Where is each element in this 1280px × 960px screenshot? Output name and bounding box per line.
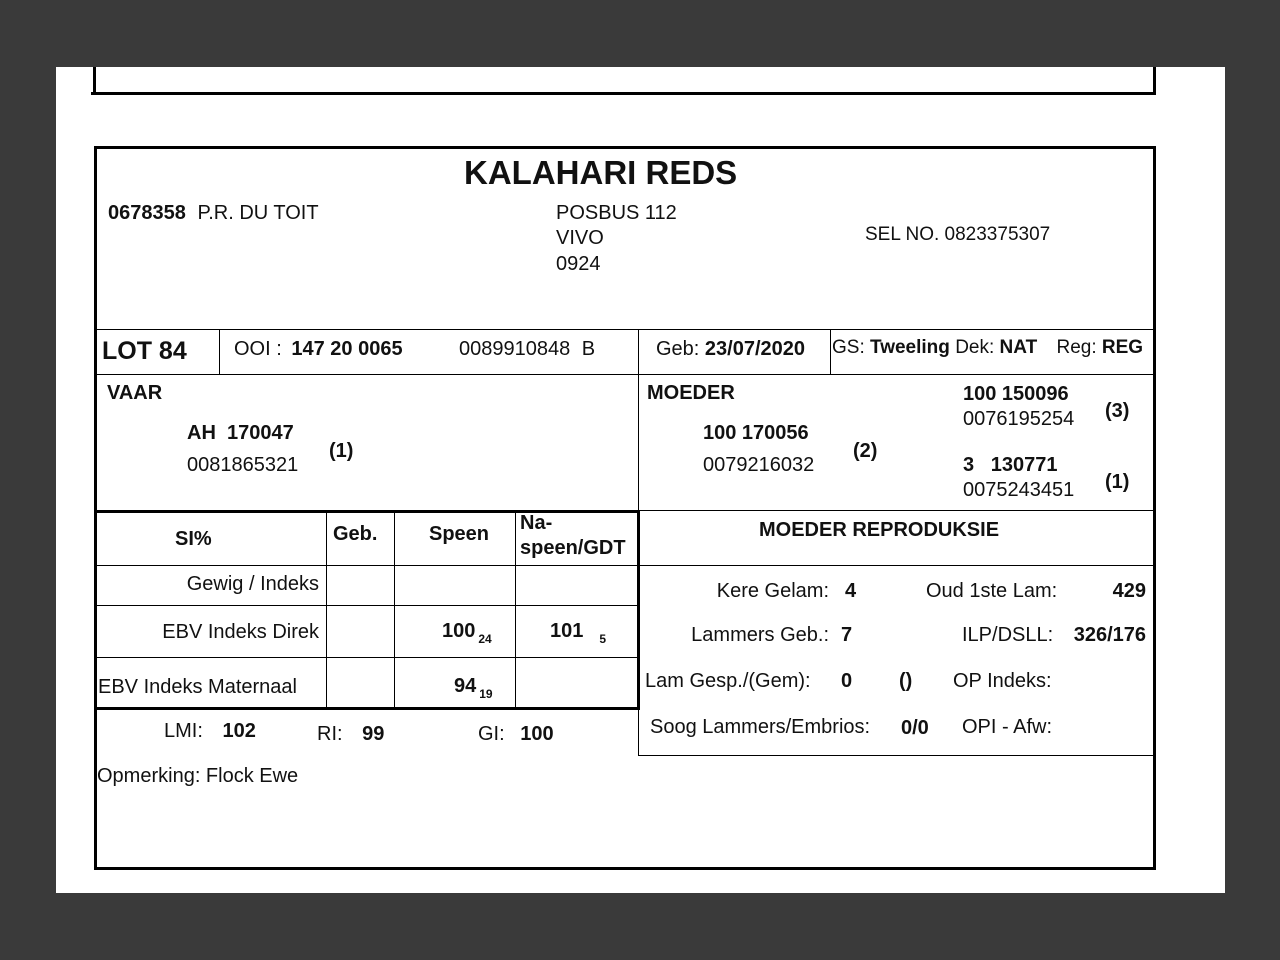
dam-number: 0079216032 <box>703 454 815 476</box>
repro-ilp-value: 326/176 <box>1073 624 1146 646</box>
repro-oud-value: 429 <box>1112 580 1146 602</box>
ri-label: RI: <box>317 723 343 745</box>
dam-sire-name: 100 150096 <box>963 383 1069 405</box>
birth-date-label: Geb: <box>656 338 700 360</box>
lmi-value: 102 <box>222 720 256 742</box>
dam-dam-name: 3 130771 <box>963 454 1058 476</box>
repro-op-label: OP Indeks: <box>953 670 1052 692</box>
card-top-border <box>94 146 1156 149</box>
breeder-info <box>108 202 319 225</box>
repro-ilp-label: ILP/DSLL: <box>962 624 1054 646</box>
ri-index <box>317 723 384 746</box>
repro-gesp-label: Lam Gesp./(Gem): <box>645 670 811 692</box>
perf-row-line-2 <box>96 657 638 658</box>
breeder-address-line-3: 0924 <box>556 253 601 275</box>
sire-number: 0081865321 <box>187 454 299 476</box>
repro-lammers-value: 7 <box>841 624 853 646</box>
dam-sire-code: (3) <box>1105 400 1130 422</box>
ewe-id-number: 0089910848 <box>459 338 571 360</box>
perf-direct-naspeen-sub: 5 <box>599 632 607 646</box>
remark: Opmerking: Flock Ewe <box>97 765 299 787</box>
dam-sire-number: 0076195254 <box>963 408 1075 430</box>
breeder-cell-number: SEL NO. 0823375307 <box>865 224 1051 245</box>
perf-maternal-speen-value: 94 <box>454 675 477 697</box>
gi-label: GI: <box>478 723 505 745</box>
repro-soog-label: Soog Lammers/Embrios: <box>650 716 871 738</box>
card-bottom-border <box>94 867 1156 870</box>
sire-label: VAAR <box>107 382 163 404</box>
breed-title: KALAHARI REDS <box>464 154 738 191</box>
lot-row-top-line <box>96 329 1154 330</box>
dam-dam-number: 0075243451 <box>963 479 1075 501</box>
reg-value: REG <box>1101 337 1144 358</box>
dek-value: NAT <box>999 337 1038 358</box>
perf-direct-speen <box>442 620 492 646</box>
dek-label: Dek: <box>955 337 995 358</box>
dam-label: MOEDER <box>647 382 735 404</box>
ri-value: 99 <box>362 723 385 745</box>
reg-label: Reg: <box>1056 337 1097 358</box>
perf-table-bottom-line <box>96 707 640 710</box>
repro-top-line <box>638 510 1154 511</box>
repro-bottom-line <box>638 755 1154 756</box>
ooi-label: OOI : <box>234 338 282 360</box>
perf-header-si: SI% <box>175 528 212 550</box>
perf-col-divider-2 <box>394 513 395 707</box>
repro-title: MOEDER REPRODUKSIE <box>759 519 1000 541</box>
sire-code: (1) <box>329 440 354 462</box>
repro-kere-value: 4 <box>845 580 857 602</box>
birth-date-value: 23/07/2020 <box>704 338 806 360</box>
perf-table-right-line <box>637 510 640 710</box>
perf-direct-speen-sub: 24 <box>478 632 492 646</box>
birth-date-info <box>656 338 805 361</box>
repro-gesp-value: 0 <box>841 670 853 692</box>
lmi-index <box>164 720 256 743</box>
breeder-name: P.R. DU TOIT <box>197 202 319 224</box>
repro-lammers-label: Lammers Geb.: <box>691 624 829 646</box>
perf-header-speen: Speen <box>429 523 490 545</box>
prev-card-bottom-border <box>91 92 1156 95</box>
gi-index <box>478 723 554 746</box>
ewe-id-suffix: B <box>581 338 596 360</box>
lot-divider-2 <box>638 329 639 374</box>
breeder-address-line-1: POSBUS 112 <box>556 202 677 224</box>
perf-row-label-maternal: EBV Indeks Maternaal <box>98 676 297 698</box>
repro-gesp-average: () <box>899 670 913 692</box>
breeder-address-line-2: VIVO <box>556 227 604 249</box>
perf-maternal-speen <box>454 675 493 701</box>
perf-direct-speen-value: 100 <box>442 620 476 642</box>
dam-name: 100 170056 <box>703 422 809 444</box>
lmi-label: LMI: <box>164 720 203 742</box>
perf-header-naspeen-2: speen/GDT <box>520 537 626 559</box>
gs-value: Tweeling <box>870 337 950 358</box>
perf-col-divider-3 <box>515 513 516 707</box>
dam-dam-code: (1) <box>1105 471 1130 493</box>
perf-direct-naspeen <box>550 620 606 646</box>
ooi-number: 147 20 0065 <box>291 338 403 360</box>
repro-soog-value: 0/0 <box>901 717 929 739</box>
repro-opi-label: OPI - Afw: <box>962 716 1053 738</box>
ewe-id <box>459 338 595 361</box>
card-right-border <box>1153 146 1156 870</box>
perf-table-top-line <box>96 510 640 513</box>
perf-header-geb: Geb. <box>333 523 378 545</box>
lot-number: LOT 84 <box>102 337 187 365</box>
lot-divider-1 <box>219 329 220 374</box>
repro-oud-label: Oud 1ste Lam: <box>926 580 1058 602</box>
repro-kere-label: Kere Gelam: <box>716 580 829 602</box>
ooi-info <box>234 338 403 361</box>
lot-row-bottom-line <box>96 374 1154 375</box>
sire-name: AH 170047 <box>187 422 294 444</box>
dam-code: (2) <box>853 440 878 462</box>
lot-divider-3 <box>830 329 831 374</box>
perf-direct-naspeen-value: 101 <box>550 620 584 642</box>
gs-label: GS: <box>832 337 865 358</box>
perf-row-label-weight: Gewig / Indeks <box>186 573 319 595</box>
prev-card-right-border <box>1153 67 1156 95</box>
perf-header-naspeen-1: Na- <box>520 512 553 534</box>
perf-maternal-speen-sub: 19 <box>479 687 493 701</box>
gi-value: 100 <box>520 723 554 745</box>
birth-status-info <box>832 337 1143 359</box>
perf-row-label-direct: EBV Indeks Direk <box>162 621 319 643</box>
perf-row-line-1 <box>96 605 638 606</box>
perf-col-divider-1 <box>326 513 327 707</box>
card-left-border <box>94 146 97 870</box>
prev-card-left-border <box>93 67 96 95</box>
breeder-number: 0678358 <box>108 202 186 224</box>
document-page <box>56 67 1225 893</box>
perf-header-bottom-line <box>96 565 1154 566</box>
